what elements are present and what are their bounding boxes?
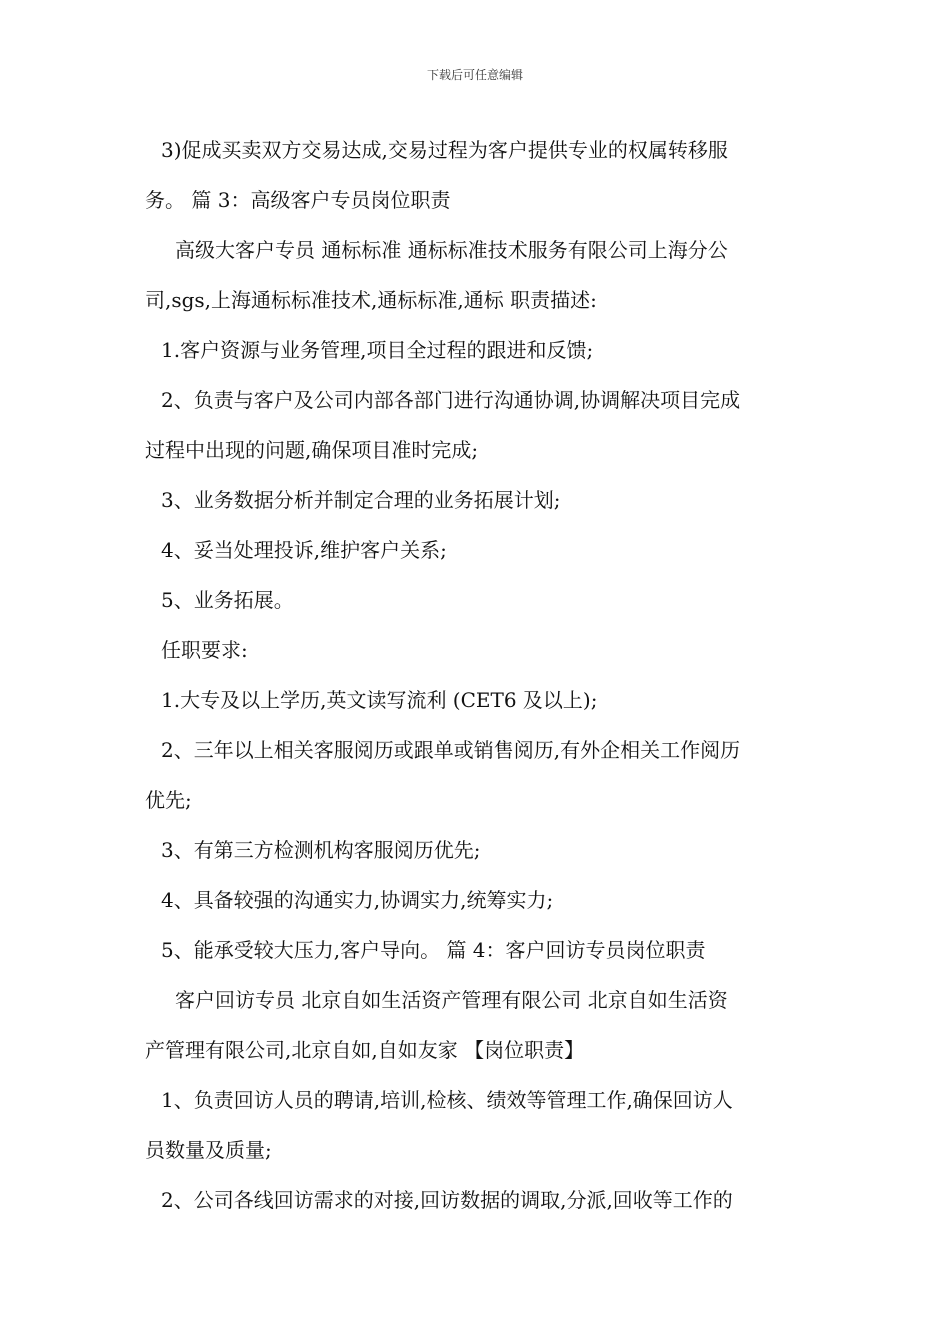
text-line: 5、能承受较大压力,客户导向。 篇 4：客户回访专员岗位职责 [161, 938, 706, 962]
text-line: 1.大专及以上学历,英文读写流利 (CET6 及以上); [161, 688, 598, 712]
text-line: 客户回访专员 北京自如生活资产管理有限公司 北京自如生活资 [175, 988, 728, 1012]
text-line: 司,sgs,上海通标标准技术,通标标准,通标 职责描述: [145, 288, 597, 312]
text-line: 员数量及质量; [145, 1138, 272, 1162]
page-header: 下载后可任意编辑 [426, 68, 523, 82]
text-line: 3)促成买卖双方交易达成,交易过程为客户提供专业的权属转移服 [161, 138, 728, 162]
text-line: 5、业务拓展。 [161, 588, 294, 612]
text-line: 4、具备较强的沟通实力,协调实力,统筹实力; [161, 888, 554, 912]
text-line: 4、妥当处理投诉,维护客户关系; [161, 538, 447, 562]
text-line: 任职要求: [161, 638, 248, 662]
text-line: 产管理有限公司,北京自如,自如友家 【岗位职责】 [145, 1038, 585, 1062]
text-line: 务。 篇 3：高级客户专员岗位职责 [145, 188, 451, 212]
text-line: 过程中出现的问题,确保项目准时完成; [145, 438, 479, 462]
text-line: 3、有第三方检测机构客服阅历优先; [161, 838, 481, 862]
text-line: 2、三年以上相关客服阅历或跟单或销售阅历,有外企相关工作阅历 [161, 738, 741, 762]
text-line: 3、业务数据分析并制定合理的业务拓展计划; [161, 488, 561, 512]
text-line: 2、负责与客户及公司内部各部门进行沟通协调,协调解决项目完成 [161, 388, 741, 412]
text-line: 2、公司各线回访需求的对接,回访数据的调取,分派,回收等工作的 [161, 1188, 733, 1212]
text-line: 1、负责回访人员的聘请,培训,检核、绩效等管理工作,确保回访人 [161, 1088, 733, 1112]
text-line: 优先; [145, 788, 192, 812]
text-line: 高级大客户专员 通标标准 通标标准技术服务有限公司上海分公 [175, 238, 728, 262]
text-line: 1.客户资源与业务管理,项目全过程的跟进和反馈; [161, 338, 594, 362]
